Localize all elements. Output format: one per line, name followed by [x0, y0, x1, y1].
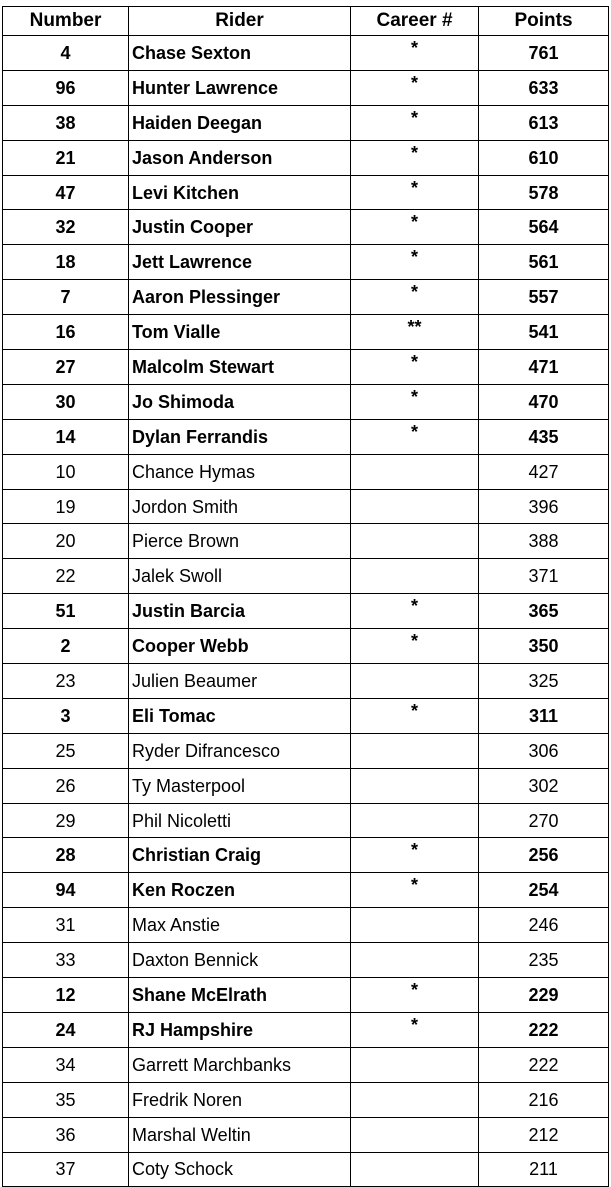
career-cell: [351, 943, 479, 978]
header-points: Points: [479, 7, 609, 36]
points-cell: 222: [479, 1012, 609, 1047]
rider-cell: Jo Shimoda: [129, 384, 351, 419]
number-cell: 23: [3, 664, 129, 699]
rider-cell: Jason Anderson: [129, 140, 351, 175]
career-cell: [351, 908, 479, 943]
table-row: [3, 873, 609, 908]
number-cell: 37: [3, 1152, 129, 1187]
points-cell: 222: [479, 1047, 609, 1082]
points-cell: 211: [479, 1152, 609, 1187]
career-cell: *: [351, 350, 479, 385]
table-header: [3, 7, 609, 36]
number-cell: 29: [3, 803, 129, 838]
career-cell: *: [351, 140, 479, 175]
table-row: [3, 36, 609, 71]
table-row: [3, 175, 609, 210]
number-cell: 16: [3, 315, 129, 350]
points-cell: 470: [479, 384, 609, 419]
rider-cell: Haiden Deegan: [129, 105, 351, 140]
table-row: [3, 489, 609, 524]
table-row: [3, 943, 609, 978]
rider-cell: Pierce Brown: [129, 524, 351, 559]
points-cell: 427: [479, 454, 609, 489]
table-row: [3, 698, 609, 733]
table-row: [3, 210, 609, 245]
number-cell: 4: [3, 36, 129, 71]
points-cell: 561: [479, 245, 609, 280]
rider-cell: Phil Nicoletti: [129, 803, 351, 838]
points-cell: 311: [479, 698, 609, 733]
table-row: [3, 419, 609, 454]
points-cell: 633: [479, 70, 609, 105]
career-cell: *: [351, 594, 479, 629]
number-cell: 35: [3, 1082, 129, 1117]
rider-cell: Chase Sexton: [129, 36, 351, 71]
table-row: [3, 280, 609, 315]
number-cell: 26: [3, 768, 129, 803]
header-row: [3, 7, 609, 36]
number-cell: 12: [3, 978, 129, 1013]
number-cell: 47: [3, 175, 129, 210]
number-cell: 94: [3, 873, 129, 908]
number-cell: 30: [3, 384, 129, 419]
career-cell: *: [351, 698, 479, 733]
table-row: [3, 384, 609, 419]
rider-cell: Jalek Swoll: [129, 559, 351, 594]
career-cell: *: [351, 838, 479, 873]
rider-cell: Ryder Difrancesco: [129, 733, 351, 768]
number-cell: 3: [3, 698, 129, 733]
rider-cell: Marshal Weltin: [129, 1117, 351, 1152]
rider-cell: Cooper Webb: [129, 629, 351, 664]
career-cell: [351, 1047, 479, 1082]
points-cell: 435: [479, 419, 609, 454]
career-cell: *: [351, 873, 479, 908]
number-cell: 34: [3, 1047, 129, 1082]
points-cell: 610: [479, 140, 609, 175]
number-cell: 20: [3, 524, 129, 559]
career-cell: [351, 733, 479, 768]
points-cell: 471: [479, 350, 609, 385]
career-cell: [351, 1117, 479, 1152]
table-row: [3, 1047, 609, 1082]
rider-cell: Coty Schock: [129, 1152, 351, 1187]
career-cell: [351, 559, 479, 594]
rider-cell: Christian Craig: [129, 838, 351, 873]
table-row: [3, 524, 609, 559]
number-cell: 24: [3, 1012, 129, 1047]
rider-cell: Levi Kitchen: [129, 175, 351, 210]
table-row: [3, 1117, 609, 1152]
points-cell: 246: [479, 908, 609, 943]
points-cell: 270: [479, 803, 609, 838]
table-row: [3, 803, 609, 838]
table-row: [3, 70, 609, 105]
number-cell: 36: [3, 1117, 129, 1152]
rider-points-table: [2, 6, 609, 1187]
career-cell: *: [351, 175, 479, 210]
points-cell: 578: [479, 175, 609, 210]
rider-cell: Chance Hymas: [129, 454, 351, 489]
rider-cell: Julien Beaumer: [129, 664, 351, 699]
table-row: [3, 350, 609, 385]
points-cell: 306: [479, 733, 609, 768]
points-cell: 365: [479, 594, 609, 629]
table-row: [3, 559, 609, 594]
career-cell: [351, 768, 479, 803]
table-row: [3, 594, 609, 629]
table-row: [3, 454, 609, 489]
points-cell: 557: [479, 280, 609, 315]
career-cell: [351, 524, 479, 559]
number-cell: 28: [3, 838, 129, 873]
career-cell: **: [351, 315, 479, 350]
header-rider: Rider: [129, 7, 351, 36]
number-cell: 21: [3, 140, 129, 175]
points-cell: 388: [479, 524, 609, 559]
number-cell: 96: [3, 70, 129, 105]
number-cell: 25: [3, 733, 129, 768]
table-row: [3, 768, 609, 803]
points-cell: 396: [479, 489, 609, 524]
table-row: [3, 664, 609, 699]
career-cell: *: [351, 36, 479, 71]
table-row: [3, 1152, 609, 1187]
rider-cell: RJ Hampshire: [129, 1012, 351, 1047]
career-cell: [351, 664, 479, 699]
rider-cell: Fredrik Noren: [129, 1082, 351, 1117]
career-cell: *: [351, 629, 479, 664]
number-cell: 38: [3, 105, 129, 140]
table-row: [3, 733, 609, 768]
table-row: [3, 629, 609, 664]
career-cell: *: [351, 105, 479, 140]
number-cell: 33: [3, 943, 129, 978]
table-row: [3, 978, 609, 1013]
rider-cell: Daxton Bennick: [129, 943, 351, 978]
rider-cell: Aaron Plessinger: [129, 280, 351, 315]
number-cell: 18: [3, 245, 129, 280]
rider-cell: Garrett Marchbanks: [129, 1047, 351, 1082]
points-cell: 613: [479, 105, 609, 140]
table-row: [3, 245, 609, 280]
career-cell: *: [351, 1012, 479, 1047]
number-cell: 32: [3, 210, 129, 245]
number-cell: 27: [3, 350, 129, 385]
points-cell: 256: [479, 838, 609, 873]
number-cell: 19: [3, 489, 129, 524]
career-cell: [351, 803, 479, 838]
points-cell: 235: [479, 943, 609, 978]
career-cell: [351, 1152, 479, 1187]
rider-cell: Jett Lawrence: [129, 245, 351, 280]
career-cell: *: [351, 70, 479, 105]
number-cell: 10: [3, 454, 129, 489]
number-cell: 7: [3, 280, 129, 315]
rider-cell: Justin Cooper: [129, 210, 351, 245]
rider-cell: Ken Roczen: [129, 873, 351, 908]
career-cell: *: [351, 245, 479, 280]
points-cell: 254: [479, 873, 609, 908]
rider-cell: Tom Vialle: [129, 315, 351, 350]
rider-cell: Justin Barcia: [129, 594, 351, 629]
points-cell: 564: [479, 210, 609, 245]
points-cell: 216: [479, 1082, 609, 1117]
points-cell: 350: [479, 629, 609, 664]
points-cell: 212: [479, 1117, 609, 1152]
points-cell: 302: [479, 768, 609, 803]
points-cell: 325: [479, 664, 609, 699]
number-cell: 22: [3, 559, 129, 594]
number-cell: 14: [3, 419, 129, 454]
career-cell: *: [351, 210, 479, 245]
header-career: Career #: [351, 7, 479, 36]
table-row: [3, 1082, 609, 1117]
rider-cell: Eli Tomac: [129, 698, 351, 733]
header-number: Number: [3, 7, 129, 36]
career-cell: *: [351, 978, 479, 1013]
rider-cell: Jordon Smith: [129, 489, 351, 524]
rider-cell: Hunter Lawrence: [129, 70, 351, 105]
career-cell: *: [351, 280, 479, 315]
number-cell: 31: [3, 908, 129, 943]
table-row: [3, 908, 609, 943]
rider-cell: Dylan Ferrandis: [129, 419, 351, 454]
points-cell: 761: [479, 36, 609, 71]
table-row: [3, 105, 609, 140]
table-row: [3, 315, 609, 350]
rider-cell: Max Anstie: [129, 908, 351, 943]
table-body: [3, 36, 609, 1187]
career-cell: [351, 489, 479, 524]
table-row: [3, 140, 609, 175]
rider-cell: Shane McElrath: [129, 978, 351, 1013]
table-row: [3, 1012, 609, 1047]
career-cell: [351, 454, 479, 489]
points-cell: 371: [479, 559, 609, 594]
rider-cell: Malcolm Stewart: [129, 350, 351, 385]
career-cell: *: [351, 384, 479, 419]
table-row: [3, 838, 609, 873]
number-cell: 51: [3, 594, 129, 629]
rider-cell: Ty Masterpool: [129, 768, 351, 803]
career-cell: *: [351, 419, 479, 454]
points-cell: 541: [479, 315, 609, 350]
number-cell: 2: [3, 629, 129, 664]
career-cell: [351, 1082, 479, 1117]
points-cell: 229: [479, 978, 609, 1013]
